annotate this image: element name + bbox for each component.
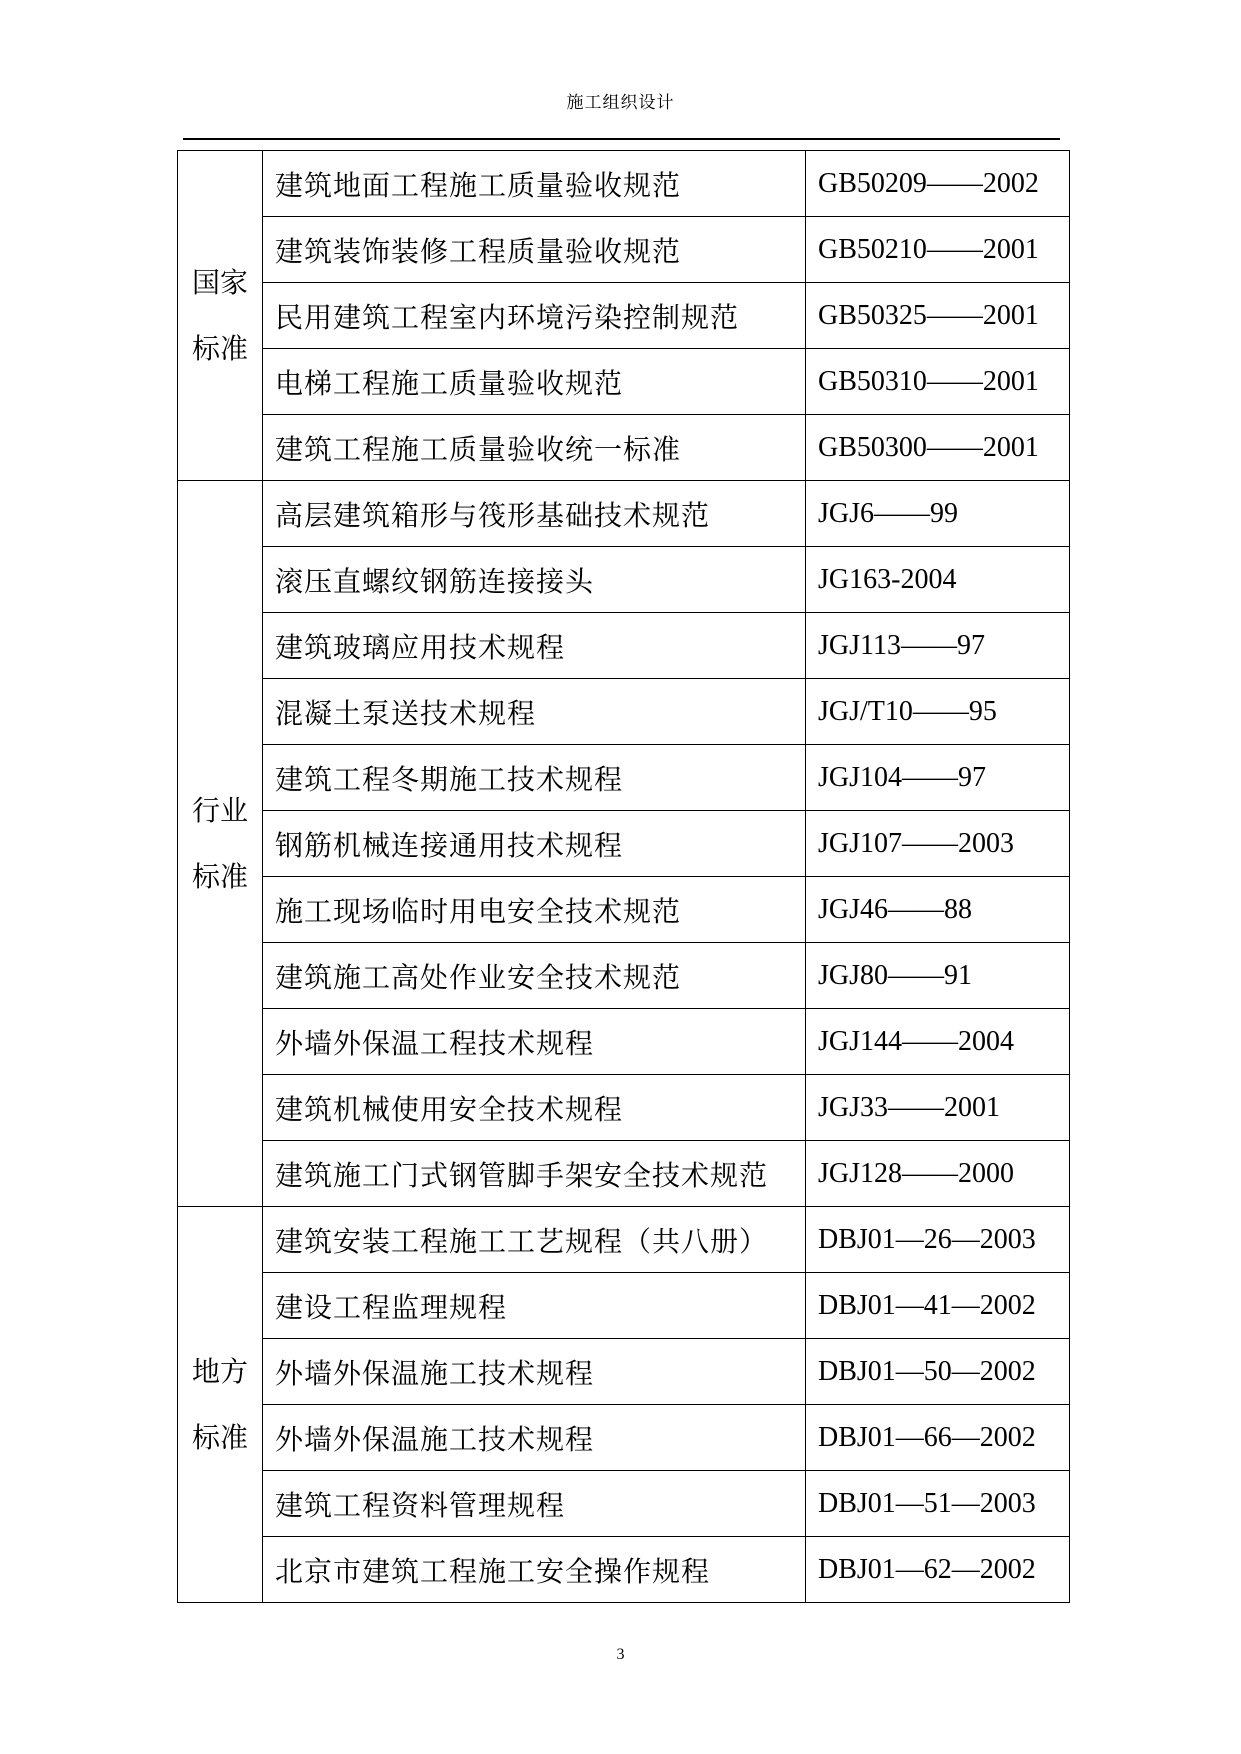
table-row xyxy=(178,217,1070,283)
table-row xyxy=(178,1537,1070,1603)
table-row xyxy=(178,151,1070,217)
standard-name: 外墙外保温工程技术规程 xyxy=(263,1009,806,1075)
standard-code: GB50310——2001 xyxy=(806,349,1070,415)
category-label: 标准 xyxy=(191,1420,248,1454)
standard-code: DBJ01—50—2002 xyxy=(806,1339,1070,1405)
standard-code: DBJ01—51—2003 xyxy=(806,1471,1070,1537)
table-row xyxy=(178,1141,1070,1207)
table-row xyxy=(178,679,1070,745)
standard-code: JG163-2004 xyxy=(806,547,1070,613)
standard-name: 建筑工程冬期施工技术规程 xyxy=(263,745,806,811)
standard-code: JGJ113——97 xyxy=(806,613,1070,679)
table-row xyxy=(178,415,1070,481)
standard-code: DBJ01—66—2002 xyxy=(806,1405,1070,1471)
standard-code: DBJ01—41—2002 xyxy=(806,1273,1070,1339)
standard-name: 建筑机械使用安全技术规程 xyxy=(263,1075,806,1141)
category-cell-national xyxy=(178,151,263,481)
table-row xyxy=(178,1075,1070,1141)
table-row xyxy=(178,1405,1070,1471)
table-row xyxy=(178,1471,1070,1537)
standard-code: JGJ80——91 xyxy=(806,943,1070,1009)
standard-code: GB50209——2002 xyxy=(806,151,1070,217)
standard-code: JGJ107——2003 xyxy=(806,811,1070,877)
table-row xyxy=(178,1339,1070,1405)
table-row xyxy=(178,283,1070,349)
page-number: 3 xyxy=(616,1646,625,1663)
category-label: 标准 xyxy=(191,331,248,365)
standard-code: DBJ01—26—2003 xyxy=(806,1207,1070,1273)
category-label: 国家 xyxy=(191,265,248,299)
standard-code: DBJ01—62—2002 xyxy=(806,1537,1070,1603)
standards-table xyxy=(177,150,1070,1603)
standard-code: GB50210——2001 xyxy=(806,217,1070,283)
table-row xyxy=(178,613,1070,679)
standard-name: 外墙外保温施工技术规程 xyxy=(263,1405,806,1471)
standard-name: 建筑玻璃应用技术规程 xyxy=(263,613,806,679)
standard-code: JGJ104——97 xyxy=(806,745,1070,811)
header-rule xyxy=(183,138,1060,140)
table-row xyxy=(178,1009,1070,1075)
table-row xyxy=(178,349,1070,415)
table-row xyxy=(178,547,1070,613)
standard-name: 电梯工程施工质量验收规范 xyxy=(263,349,806,415)
standard-name: 施工现场临时用电安全技术规范 xyxy=(263,877,806,943)
standard-name: 民用建筑工程室内环境污染控制规范 xyxy=(263,283,806,349)
standard-name: 建筑工程施工质量验收统一标准 xyxy=(263,415,806,481)
table-row xyxy=(178,1207,1070,1273)
standard-name: 北京市建筑工程施工安全操作规程 xyxy=(263,1537,806,1603)
standard-name: 高层建筑箱形与筏形基础技术规范 xyxy=(263,481,806,547)
standard-name: 建筑施工门式钢管脚手架安全技术规范 xyxy=(263,1141,806,1207)
standard-code: JGJ128——2000 xyxy=(806,1141,1070,1207)
standard-name: 建筑装饰装修工程质量验收规范 xyxy=(263,217,806,283)
standard-name: 外墙外保温施工技术规程 xyxy=(263,1339,806,1405)
table-row xyxy=(178,811,1070,877)
table-row xyxy=(178,1273,1070,1339)
table-row xyxy=(178,877,1070,943)
standard-name: 混凝土泵送技术规程 xyxy=(263,679,806,745)
category-label: 标准 xyxy=(191,859,248,893)
standard-name: 建筑安装工程施工工艺规程（共八册） xyxy=(263,1207,806,1273)
standard-code: JGJ/T10——95 xyxy=(806,679,1070,745)
category-label: 地方 xyxy=(191,1354,248,1388)
standard-name: 建筑地面工程施工质量验收规范 xyxy=(263,151,806,217)
standard-code: GB50325——2001 xyxy=(806,283,1070,349)
standard-code: JGJ144——2004 xyxy=(806,1009,1070,1075)
standard-name: 建筑工程资料管理规程 xyxy=(263,1471,806,1537)
category-label: 行业 xyxy=(191,793,248,827)
table-row xyxy=(178,745,1070,811)
category-cell-local xyxy=(178,1207,263,1603)
page-header-title: 施工组织设计 xyxy=(566,93,675,113)
standard-name: 钢筋机械连接通用技术规程 xyxy=(263,811,806,877)
standard-code: JGJ6——99 xyxy=(806,481,1070,547)
standard-name: 建设工程监理规程 xyxy=(263,1273,806,1339)
standard-name: 建筑施工高处作业安全技术规范 xyxy=(263,943,806,1009)
table-row xyxy=(178,481,1070,547)
standard-code: GB50300——2001 xyxy=(806,415,1070,481)
standard-name: 滚压直螺纹钢筋连接接头 xyxy=(263,547,806,613)
table-row xyxy=(178,943,1070,1009)
category-cell-industry xyxy=(178,481,263,1207)
standard-code: JGJ33——2001 xyxy=(806,1075,1070,1141)
standard-code: JGJ46——88 xyxy=(806,877,1070,943)
